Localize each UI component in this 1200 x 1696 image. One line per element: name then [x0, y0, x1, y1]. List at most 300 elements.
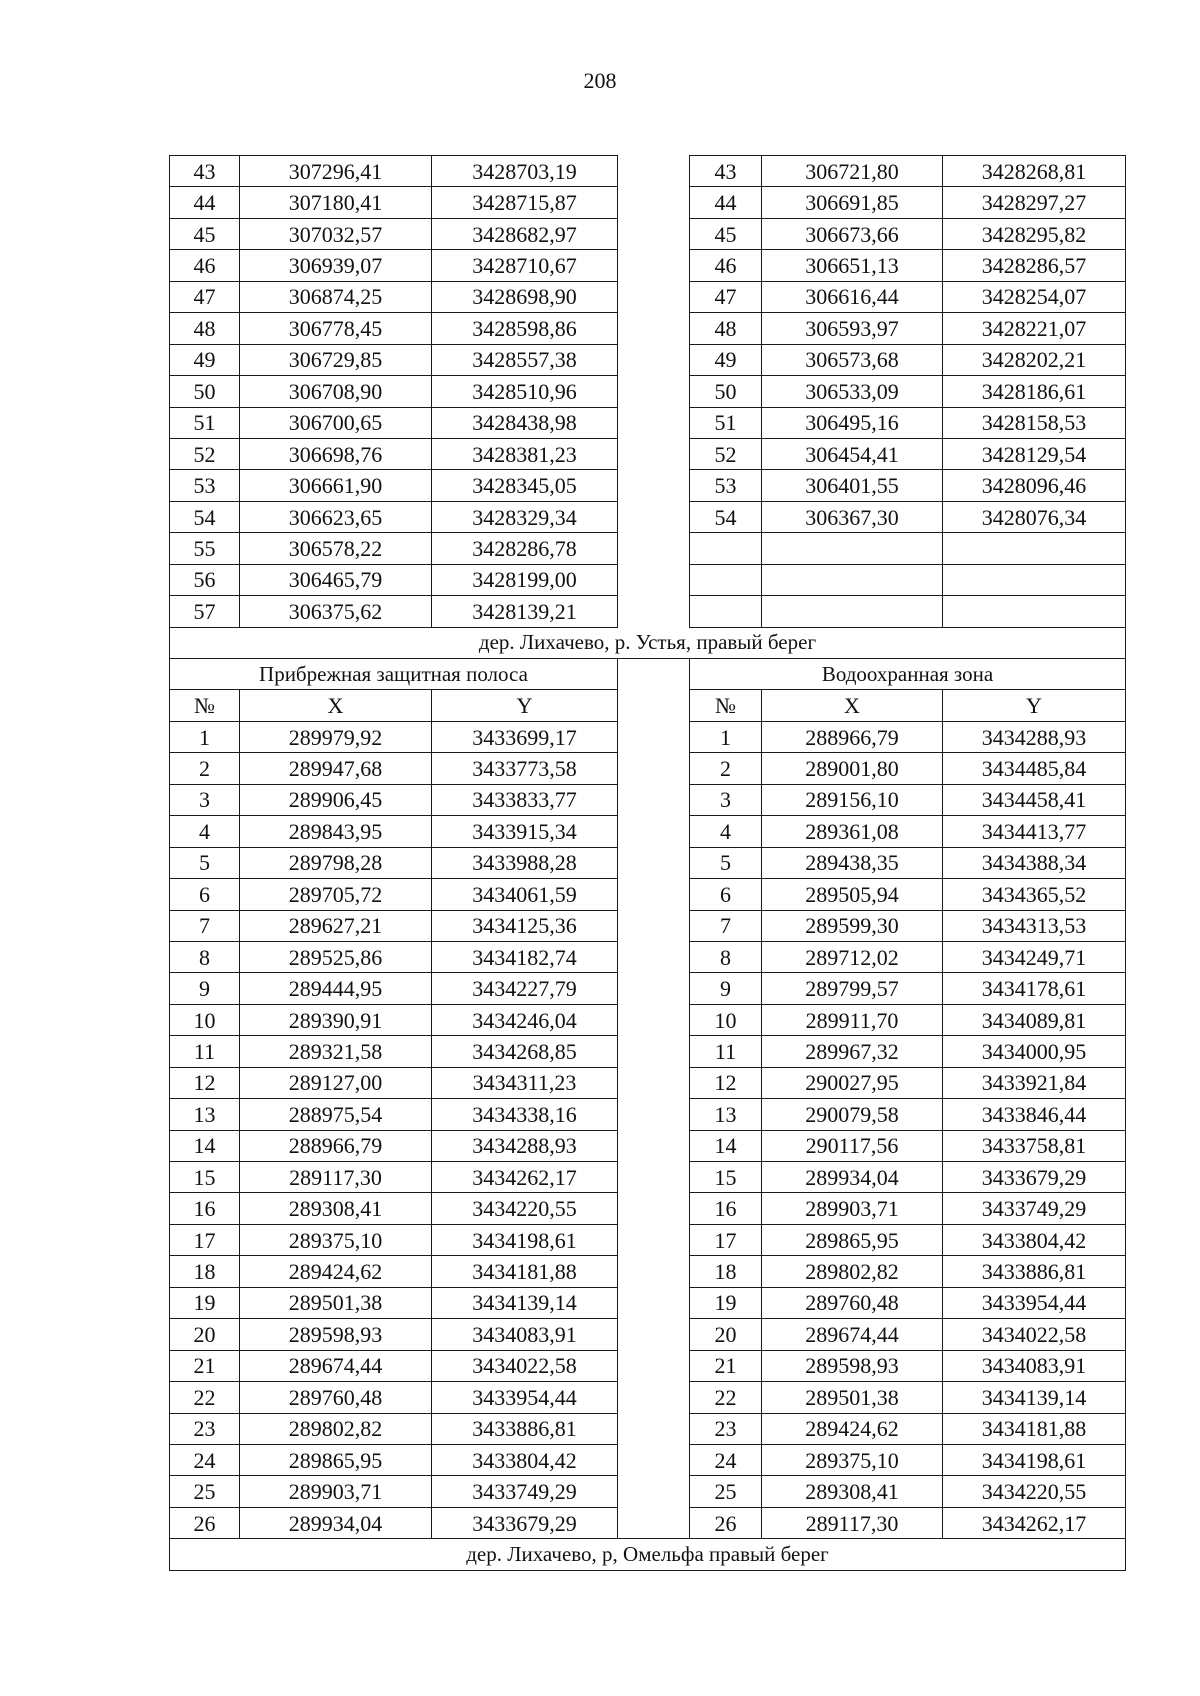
table-row	[170, 533, 1126, 564]
right-y-cell: 3433846,44	[943, 1099, 1126, 1130]
right-y-cell	[943, 533, 1126, 564]
column-gap	[618, 847, 690, 878]
table-row	[170, 1382, 1126, 1413]
right-x-cell: 289424,62	[762, 1413, 943, 1444]
right-x-cell: 289117,30	[762, 1507, 943, 1538]
left-x-cell: 289947,68	[240, 753, 432, 784]
right-y-cell: 3428295,82	[943, 218, 1126, 249]
table-row	[170, 1162, 1126, 1193]
right-y-cell: 3433804,42	[943, 1224, 1126, 1255]
table-row	[170, 218, 1126, 249]
right-x-cell: 306616,44	[762, 281, 943, 312]
left-x-cell: 288966,79	[240, 1130, 432, 1161]
right-x-cell: 306454,41	[762, 438, 943, 469]
left-y-cell: 3428698,90	[432, 281, 618, 312]
left-y-cell: 3434246,04	[432, 1004, 618, 1035]
right-num-cell: 25	[690, 1476, 762, 1507]
right-y-cell: 3434288,93	[943, 721, 1126, 752]
left-y-cell: 3434022,58	[432, 1350, 618, 1381]
table-row	[170, 1444, 1126, 1475]
table-row	[170, 973, 1126, 1004]
column-gap	[618, 156, 690, 187]
table-row	[170, 816, 1126, 847]
left-y-cell: 3434181,88	[432, 1256, 618, 1287]
right-y-cell: 3434181,88	[943, 1413, 1126, 1444]
left-num-cell: 10	[170, 1004, 240, 1035]
right-y-cell: 3434485,84	[943, 753, 1126, 784]
left-num-cell: 23	[170, 1413, 240, 1444]
column-gap	[618, 501, 690, 532]
column-gap	[618, 910, 690, 941]
right-y-cell: 3428096,46	[943, 470, 1126, 501]
right-y-cell: 3434198,61	[943, 1444, 1126, 1475]
left-num-cell: 15	[170, 1162, 240, 1193]
left-y-cell: 3434125,36	[432, 910, 618, 941]
right-y-cell	[943, 564, 1126, 595]
table-row	[170, 470, 1126, 501]
left-y-cell: 3433773,58	[432, 753, 618, 784]
left-x-cell: 307180,41	[240, 187, 432, 218]
left-y-cell: 3434061,59	[432, 879, 618, 910]
left-x-cell: 289906,45	[240, 784, 432, 815]
left-y-cell: 3428510,96	[432, 376, 618, 407]
left-num-cell: 2	[170, 753, 240, 784]
table-row	[170, 438, 1126, 469]
column-gap	[618, 596, 690, 627]
left-x-cell: 289843,95	[240, 816, 432, 847]
right-x-cell: 306593,97	[762, 313, 943, 344]
block-titles-row	[170, 659, 1126, 690]
left-x-cell: 306661,90	[240, 470, 432, 501]
right-num-cell: 1	[690, 721, 762, 752]
right-x-cell: 289156,10	[762, 784, 943, 815]
left-x-cell: 289127,00	[240, 1067, 432, 1098]
right-y-cell: 3434089,81	[943, 1004, 1126, 1035]
table-row	[170, 1193, 1126, 1224]
footer-row	[170, 1539, 1126, 1570]
left-y-cell: 3433988,28	[432, 847, 618, 878]
right-x-header: X	[762, 690, 943, 721]
left-y-cell: 3434182,74	[432, 941, 618, 972]
right-x-cell	[762, 564, 943, 595]
left-y-cell: 3428345,05	[432, 470, 618, 501]
column-gap	[618, 281, 690, 312]
table-row	[170, 376, 1126, 407]
right-num-cell: 3	[690, 784, 762, 815]
left-x-cell: 306465,79	[240, 564, 432, 595]
table-row	[170, 753, 1126, 784]
section-header	[170, 627, 1126, 721]
right-y-cell: 3433954,44	[943, 1287, 1126, 1318]
right-y-cell: 3434083,91	[943, 1350, 1126, 1381]
right-y-cell: 3434220,55	[943, 1476, 1126, 1507]
left-num-cell: 55	[170, 533, 240, 564]
left-x-cell: 306778,45	[240, 313, 432, 344]
left-x-cell: 306375,62	[240, 596, 432, 627]
right-y-cell: 3434388,34	[943, 847, 1126, 878]
column-gap	[618, 533, 690, 564]
right-y-cell: 3428158,53	[943, 407, 1126, 438]
left-x-cell: 289865,95	[240, 1444, 432, 1475]
column-gap	[618, 784, 690, 815]
left-x-cell: 289117,30	[240, 1162, 432, 1193]
right-num-cell: 49	[690, 344, 762, 375]
left-y-cell: 3433833,77	[432, 784, 618, 815]
right-num-cell: 24	[690, 1444, 762, 1475]
left-x-cell: 289321,58	[240, 1036, 432, 1067]
right-y-cell: 3433679,29	[943, 1162, 1126, 1193]
right-x-cell: 289598,93	[762, 1350, 943, 1381]
section-title-row	[170, 627, 1126, 658]
column-gap	[618, 973, 690, 1004]
left-y-header: Y	[432, 690, 618, 721]
table-row	[170, 344, 1126, 375]
table-row	[170, 1130, 1126, 1161]
left-y-cell: 3433699,17	[432, 721, 618, 752]
right-x-cell: 306573,68	[762, 344, 943, 375]
left-x-cell: 289674,44	[240, 1350, 432, 1381]
left-num-cell: 25	[170, 1476, 240, 1507]
left-x-cell: 289760,48	[240, 1382, 432, 1413]
right-y-header: Y	[943, 690, 1126, 721]
column-gap	[618, 187, 690, 218]
column-gap	[618, 1382, 690, 1413]
table-row	[170, 313, 1126, 344]
column-gap	[618, 1287, 690, 1318]
right-x-cell: 290027,95	[762, 1067, 943, 1098]
left-num-cell: 47	[170, 281, 240, 312]
left-y-cell: 3428286,78	[432, 533, 618, 564]
right-x-cell	[762, 596, 943, 627]
table-row	[170, 1287, 1126, 1318]
right-x-cell: 289361,08	[762, 816, 943, 847]
right-y-cell: 3434313,53	[943, 910, 1126, 941]
right-block-title: Водоохранная зона	[690, 659, 1126, 690]
right-y-cell: 3428186,61	[943, 376, 1126, 407]
left-x-cell: 289308,41	[240, 1193, 432, 1224]
right-x-cell: 289967,32	[762, 1036, 943, 1067]
right-x-cell: 306367,30	[762, 501, 943, 532]
right-num-cell: 43	[690, 156, 762, 187]
left-x-cell: 306623,65	[240, 501, 432, 532]
right-x-cell: 289438,35	[762, 847, 943, 878]
left-y-cell: 3434262,17	[432, 1162, 618, 1193]
left-num-cell: 26	[170, 1507, 240, 1538]
table-row	[170, 1256, 1126, 1287]
column-gap	[618, 470, 690, 501]
left-num-cell: 52	[170, 438, 240, 469]
right-x-cell: 289001,80	[762, 753, 943, 784]
left-num-cell: 53	[170, 470, 240, 501]
right-x-cell: 289674,44	[762, 1319, 943, 1350]
right-y-cell: 3434022,58	[943, 1319, 1126, 1350]
column-headers-row	[170, 690, 1126, 721]
left-x-cell: 288975,54	[240, 1099, 432, 1130]
column-gap	[618, 816, 690, 847]
table-row	[170, 1507, 1126, 1538]
right-num-cell: 45	[690, 218, 762, 249]
left-x-cell: 306939,07	[240, 250, 432, 281]
right-y-cell: 3433886,81	[943, 1256, 1126, 1287]
left-y-cell: 3434220,55	[432, 1193, 618, 1224]
right-num-cell: 48	[690, 313, 762, 344]
left-y-cell: 3428329,34	[432, 501, 618, 532]
left-num-cell: 18	[170, 1256, 240, 1287]
left-y-cell: 3428703,19	[432, 156, 618, 187]
right-y-cell: 3428202,21	[943, 344, 1126, 375]
left-num-cell: 20	[170, 1319, 240, 1350]
upper-coordinates-body	[170, 156, 1126, 628]
column-gap	[618, 1350, 690, 1381]
column-gap	[618, 1004, 690, 1035]
left-x-cell: 306698,76	[240, 438, 432, 469]
right-x-cell: 290117,56	[762, 1130, 943, 1161]
table-row	[170, 1413, 1126, 1444]
left-num-cell: 45	[170, 218, 240, 249]
column-gap	[618, 313, 690, 344]
left-num-cell: 54	[170, 501, 240, 532]
right-x-cell: 306401,55	[762, 470, 943, 501]
left-x-cell: 289627,21	[240, 910, 432, 941]
left-num-header: №	[170, 690, 240, 721]
column-gap	[618, 1099, 690, 1130]
right-num-cell: 14	[690, 1130, 762, 1161]
left-num-cell: 17	[170, 1224, 240, 1255]
coordinates-table	[169, 155, 1126, 1571]
right-num-cell	[690, 564, 762, 595]
left-y-cell: 3433749,29	[432, 1476, 618, 1507]
table-row	[170, 1224, 1126, 1255]
left-y-cell: 3428682,97	[432, 218, 618, 249]
table-row	[170, 1067, 1126, 1098]
left-num-cell: 56	[170, 564, 240, 595]
column-gap	[618, 1256, 690, 1287]
left-y-cell: 3428710,67	[432, 250, 618, 281]
left-x-cell: 289424,62	[240, 1256, 432, 1287]
table-row	[170, 721, 1126, 752]
left-y-cell: 3433679,29	[432, 1507, 618, 1538]
table-row	[170, 1350, 1126, 1381]
right-x-cell: 289375,10	[762, 1444, 943, 1475]
right-num-cell: 4	[690, 816, 762, 847]
left-num-cell: 19	[170, 1287, 240, 1318]
left-num-cell: 5	[170, 847, 240, 878]
right-num-cell: 12	[690, 1067, 762, 1098]
left-num-cell: 46	[170, 250, 240, 281]
left-x-cell: 289802,82	[240, 1413, 432, 1444]
left-num-cell: 11	[170, 1036, 240, 1067]
table-row	[170, 847, 1126, 878]
left-y-cell: 3434083,91	[432, 1319, 618, 1350]
left-num-cell: 24	[170, 1444, 240, 1475]
right-num-cell: 16	[690, 1193, 762, 1224]
right-num-cell: 7	[690, 910, 762, 941]
left-x-cell: 289444,95	[240, 973, 432, 1004]
right-num-cell: 22	[690, 1382, 762, 1413]
right-num-cell: 53	[690, 470, 762, 501]
table-row	[170, 281, 1126, 312]
left-num-cell: 51	[170, 407, 240, 438]
right-x-cell: 306495,16	[762, 407, 943, 438]
table-row	[170, 156, 1126, 187]
table-row	[170, 1036, 1126, 1067]
column-gap	[618, 690, 690, 721]
column-gap	[618, 344, 690, 375]
column-gap	[618, 564, 690, 595]
right-x-cell: 289799,57	[762, 973, 943, 1004]
column-gap	[618, 879, 690, 910]
left-y-cell: 3434227,79	[432, 973, 618, 1004]
table-row	[170, 596, 1126, 627]
table-row	[170, 784, 1126, 815]
table-row	[170, 564, 1126, 595]
left-x-cell: 289598,93	[240, 1319, 432, 1350]
column-gap	[618, 1319, 690, 1350]
right-y-cell: 3434178,61	[943, 973, 1126, 1004]
left-num-cell: 21	[170, 1350, 240, 1381]
table-row	[170, 187, 1126, 218]
right-y-cell: 3433758,81	[943, 1130, 1126, 1161]
left-num-cell: 44	[170, 187, 240, 218]
left-y-cell: 3428715,87	[432, 187, 618, 218]
left-num-cell: 57	[170, 596, 240, 627]
right-x-cell: 289934,04	[762, 1162, 943, 1193]
right-num-cell: 2	[690, 753, 762, 784]
footer-caption: дер. Лихачево, р, Омельфа правый берег	[170, 1539, 1126, 1570]
right-y-cell: 3434262,17	[943, 1507, 1126, 1538]
right-num-cell: 20	[690, 1319, 762, 1350]
right-y-cell: 3428268,81	[943, 156, 1126, 187]
table-row	[170, 941, 1126, 972]
left-x-cell: 289705,72	[240, 879, 432, 910]
right-num-cell: 19	[690, 1287, 762, 1318]
column-gap	[618, 941, 690, 972]
left-y-cell: 3428598,86	[432, 313, 618, 344]
right-x-cell: 306673,66	[762, 218, 943, 249]
right-x-cell: 290079,58	[762, 1099, 943, 1130]
right-y-cell: 3434413,77	[943, 816, 1126, 847]
table-row	[170, 1004, 1126, 1035]
left-x-cell: 306708,90	[240, 376, 432, 407]
left-num-cell: 16	[170, 1193, 240, 1224]
column-gap	[618, 1193, 690, 1224]
left-x-cell: 289903,71	[240, 1476, 432, 1507]
left-y-cell: 3434311,23	[432, 1067, 618, 1098]
left-x-header: X	[240, 690, 432, 721]
right-num-cell: 10	[690, 1004, 762, 1035]
column-gap	[618, 721, 690, 752]
right-x-cell: 289599,30	[762, 910, 943, 941]
right-x-cell: 306721,80	[762, 156, 943, 187]
page-number: 208	[583, 68, 617, 93]
left-num-cell: 3	[170, 784, 240, 815]
left-y-cell: 3434268,85	[432, 1036, 618, 1067]
left-x-cell: 289375,10	[240, 1224, 432, 1255]
right-num-cell: 18	[690, 1256, 762, 1287]
right-num-cell: 50	[690, 376, 762, 407]
right-num-cell: 51	[690, 407, 762, 438]
table-row	[170, 1319, 1126, 1350]
left-num-cell: 50	[170, 376, 240, 407]
column-gap	[618, 1067, 690, 1098]
left-num-cell: 6	[170, 879, 240, 910]
table-row	[170, 501, 1126, 532]
right-num-cell: 46	[690, 250, 762, 281]
column-gap	[618, 1507, 690, 1538]
left-num-cell: 43	[170, 156, 240, 187]
right-y-cell: 3434458,41	[943, 784, 1126, 815]
right-num-cell: 26	[690, 1507, 762, 1538]
left-x-cell: 289934,04	[240, 1507, 432, 1538]
column-gap	[618, 1130, 690, 1161]
left-x-cell: 289798,28	[240, 847, 432, 878]
left-num-cell: 8	[170, 941, 240, 972]
left-y-cell: 3433886,81	[432, 1413, 618, 1444]
right-y-cell: 3434139,14	[943, 1382, 1126, 1413]
right-y-cell: 3433921,84	[943, 1067, 1126, 1098]
left-num-cell: 7	[170, 910, 240, 941]
section-title: дер. Лихачево, р. Устья, правый берег	[170, 627, 1126, 658]
right-x-cell: 288966,79	[762, 721, 943, 752]
left-num-cell: 14	[170, 1130, 240, 1161]
left-x-cell: 289390,91	[240, 1004, 432, 1035]
right-num-cell: 13	[690, 1099, 762, 1130]
left-num-cell: 22	[170, 1382, 240, 1413]
left-x-cell: 289501,38	[240, 1287, 432, 1318]
column-gap	[618, 1476, 690, 1507]
right-num-cell: 47	[690, 281, 762, 312]
right-y-cell: 3428076,34	[943, 501, 1126, 532]
column-gap	[618, 1444, 690, 1475]
right-num-cell: 54	[690, 501, 762, 532]
right-num-cell: 44	[690, 187, 762, 218]
column-gap	[618, 376, 690, 407]
table-row	[170, 250, 1126, 281]
right-x-cell: 289505,94	[762, 879, 943, 910]
right-y-cell: 3434249,71	[943, 941, 1126, 972]
left-y-cell: 3428557,38	[432, 344, 618, 375]
right-x-cell	[762, 533, 943, 564]
left-y-cell: 3433804,42	[432, 1444, 618, 1475]
column-gap	[618, 407, 690, 438]
table-row	[170, 910, 1126, 941]
column-gap	[618, 659, 690, 690]
right-y-cell: 3428286,57	[943, 250, 1126, 281]
right-y-cell	[943, 596, 1126, 627]
column-gap	[618, 1162, 690, 1193]
left-y-cell: 3434139,14	[432, 1287, 618, 1318]
left-x-cell: 289979,92	[240, 721, 432, 752]
right-num-cell: 5	[690, 847, 762, 878]
left-x-cell: 306874,25	[240, 281, 432, 312]
right-y-cell: 3428297,27	[943, 187, 1126, 218]
right-num-cell: 21	[690, 1350, 762, 1381]
footer-section	[170, 1539, 1126, 1570]
left-x-cell: 307032,57	[240, 218, 432, 249]
left-y-cell: 3434338,16	[432, 1099, 618, 1130]
lower-coordinates-body	[170, 721, 1126, 1538]
column-gap	[618, 218, 690, 249]
left-num-cell: 9	[170, 973, 240, 1004]
right-num-cell: 23	[690, 1413, 762, 1444]
right-y-cell: 3433749,29	[943, 1193, 1126, 1224]
left-num-cell: 12	[170, 1067, 240, 1098]
right-num-cell: 52	[690, 438, 762, 469]
column-gap	[618, 753, 690, 784]
left-y-cell: 3428438,98	[432, 407, 618, 438]
right-num-cell: 9	[690, 973, 762, 1004]
column-gap	[618, 1224, 690, 1255]
